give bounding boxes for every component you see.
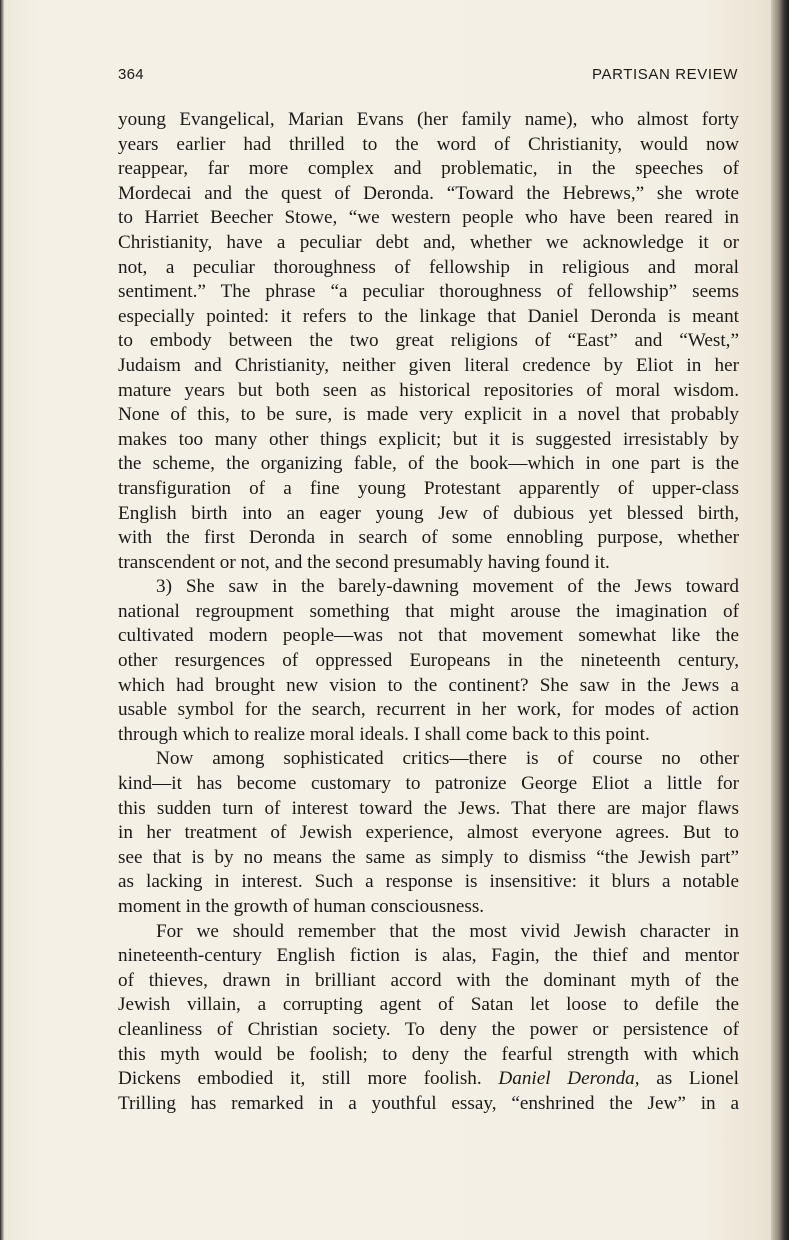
text-line: in her treatment of Jewish experience, almost everyone agrees. But to [118,822,739,844]
text-line: moment in the growth of human consciousness. [118,896,485,917]
text-line: years earlier had thrilled to the word of Christianity, would now [118,133,739,155]
text-line: kind—it has become customary to patronize George Eliot a little for [118,773,739,795]
text-line: 3) She saw in the barely-dawning movement of the Jews toward [156,576,739,598]
page-number: 364 [118,66,144,83]
book-title-italic: Daniel Deronda, [498,1068,640,1090]
text-line: young Evangelical, Marian Evans (her family name), who almost forty [118,109,739,130]
text-line: of thieves, drawn in brilliant accord with the dominant myth of the [118,969,739,991]
text-line: this myth would be foolish; to deny the fearful strength with which [118,1043,739,1065]
text-line: Mordecai and the quest of Deronda. “Toward the Hebrews,” she wrote [118,182,739,204]
journal-title: PARTISAN REVIEW [592,66,738,83]
text-line: not, a peculiar thoroughness of fellowship in religious and moral [118,256,739,278]
text-line: Judaism and Christianity, neither given literal credence by Eliot in her [118,354,739,376]
text-line: other resurgences of oppressed Europeans in the nineteenth century, [118,650,739,672]
text-line: makes too many other things explicit; but it is suggested irresistably by [118,428,739,450]
text-line: English birth into an eager young Jew of dubious yet blessed birth, [118,502,739,524]
text-line: transfiguration of a fine young Protestant apparently of upper-class [118,477,739,499]
text-line: this sudden turn of interest toward the Jews. That there are major flaws [118,797,739,819]
text-line: especially pointed: it refers to the linkage that Daniel Deronda is meant [118,305,739,327]
page-left-edge [0,0,4,1240]
text-line: with the first Deronda in search of some ennobling purpose, whether [118,527,739,549]
text-line: For we should remember that the most vivid Jewish character in [156,920,739,942]
text-line: through which to realize moral ideals. I shall come back to this point. [118,723,650,745]
text-line: to Harriet Beecher Stowe, “we western people who have been reared in [118,207,739,229]
text-line: national regroupment something that might arouse the imagination of [118,600,739,622]
text-line: nineteenth-century English fiction is alas, Fagin, the thief and mentor [118,945,739,967]
text-line: the scheme, the organizing fable, of the book—which in one part is the [118,453,739,475]
text-line: Now among sophisticated critics—there is of course no other [156,748,739,770]
running-head [118,66,738,86]
text-line: mature years but both seen as historical repositories of moral wisdom. [118,379,739,401]
text-line: transcendent or not, and the second presumably having found it. [118,551,610,573]
text-line: Dickens embodied it, still more foolish. Daniel Deronda, as Lionel [118,1068,739,1090]
text-line: which had brought new vision to the continent? She saw in the Jews a [118,674,739,696]
page-binding-shadow [771,0,789,1240]
text-line: see that is by no means the same as simply to dismiss “the Jewish part” [118,846,739,868]
text-line: cultivated modern people—was not that movement somewhat like the [118,625,739,647]
text-line: to embody between the two great religions of “East” and “West,” [118,330,739,352]
text-line: cleanliness of Christian society. To deny the power or persistence of [118,1018,739,1040]
text-line: usable symbol for the search, recurrent in her work, for modes of action [118,699,739,721]
text-line: reappear, far more complex and problematic, in the speeches of [118,158,739,180]
body-text [118,108,739,1116]
text-line: as lacking in interest. Such a response is insensitive: it blurs a notable [118,871,739,893]
text-line: Jewish villain, a corrupting agent of Satan let loose to defile the [118,994,739,1016]
text-line: None of this, to be sure, is made very explicit in a novel that probably [118,404,739,426]
text-line: sentiment.” The phrase “a peculiar thoroughness of fellowship” seems [118,281,739,303]
text-line: Christianity, have a peculiar debt and, whether we acknowledge it or [118,231,739,253]
text-line: Trilling has remarked in a youthful essay, “enshrined the Jew” in a [118,1092,739,1114]
